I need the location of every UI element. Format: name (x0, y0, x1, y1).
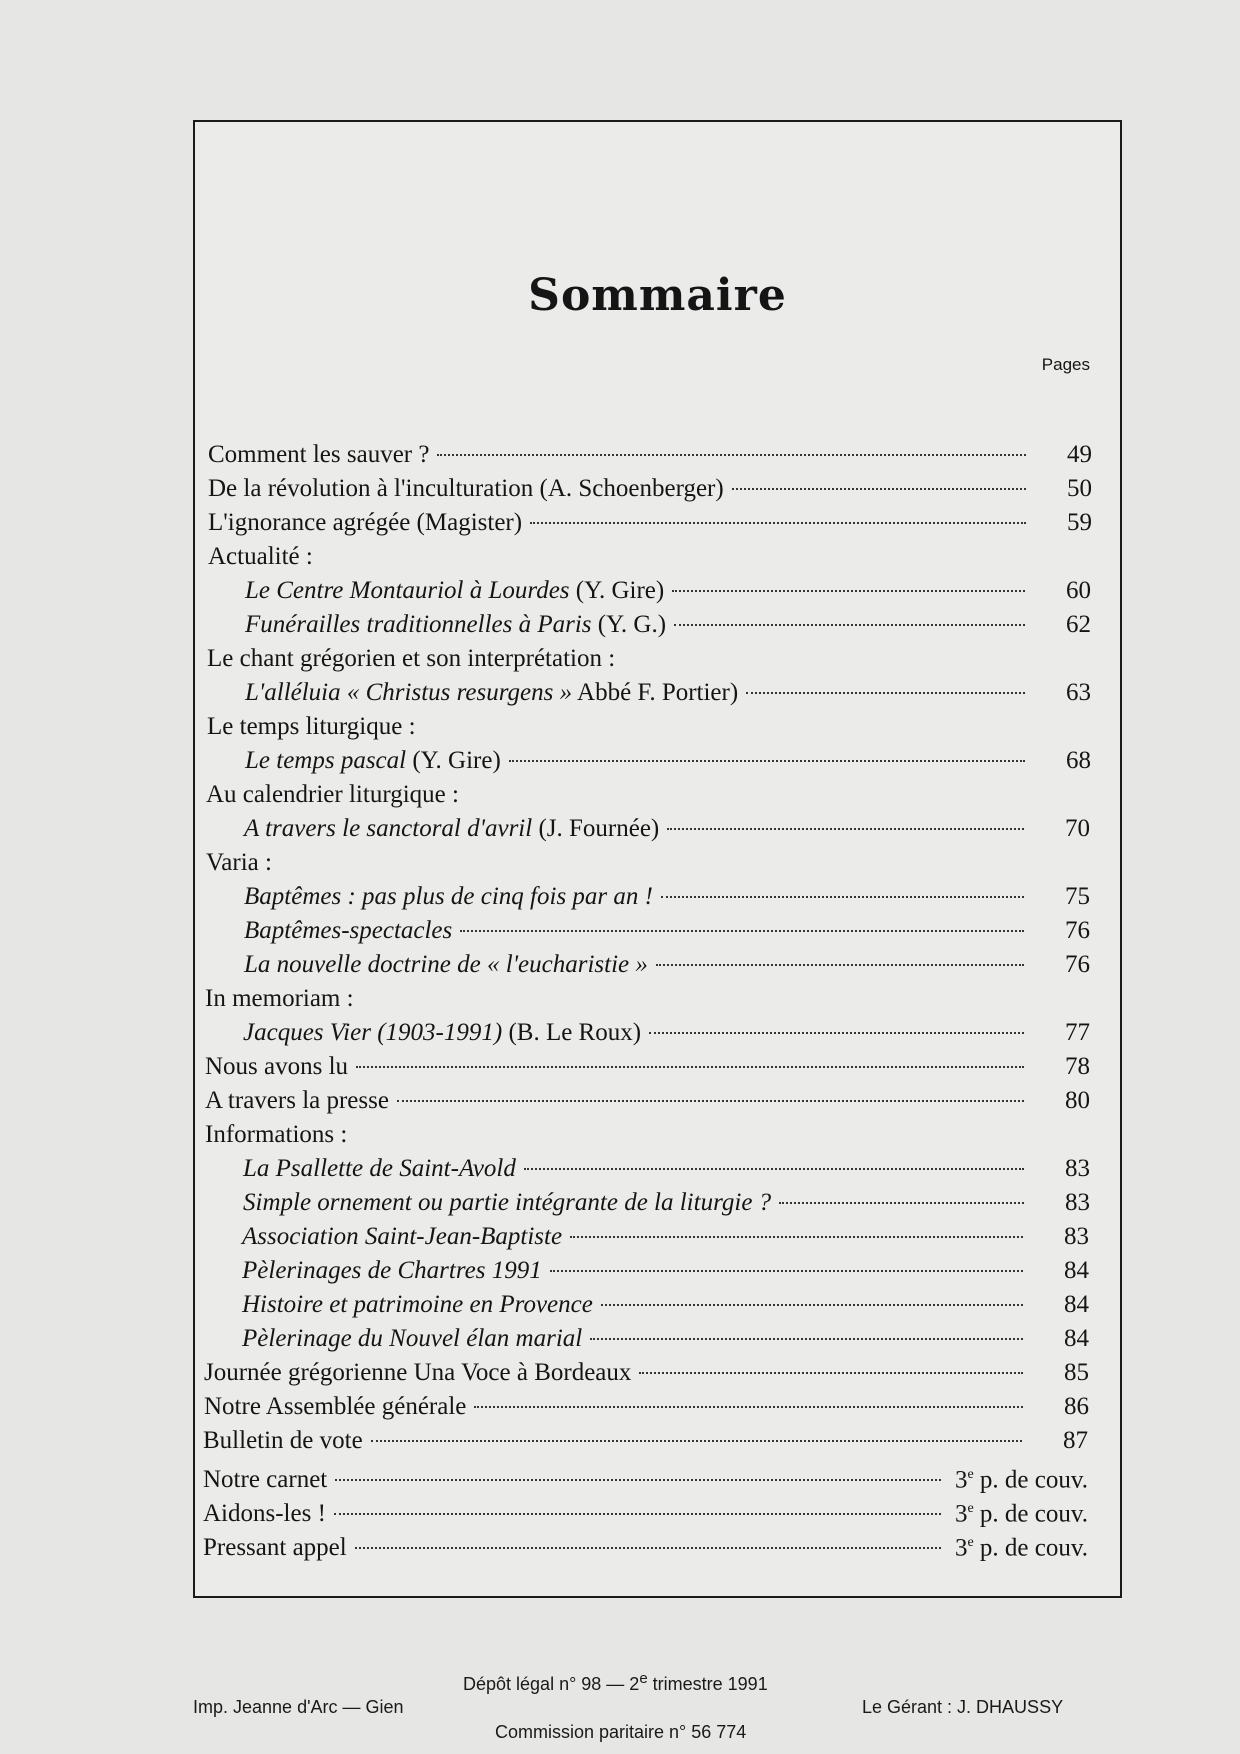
toc-entry-page: 59 (1067, 509, 1092, 536)
toc-entry (195, 982, 1120, 1016)
toc-entry-title-text: Comment les sauver ? (208, 441, 430, 468)
toc-entry (195, 1254, 1120, 1288)
toc-entry (195, 744, 1120, 778)
toc-entry (195, 812, 1120, 846)
toc-entry-title (242, 1254, 542, 1288)
dot-leader (509, 760, 1025, 762)
toc-entry (195, 1356, 1120, 1390)
toc-entry-title (205, 982, 354, 1016)
toc-entry-page: 50 (1067, 475, 1092, 502)
toc-entry-page: 3e p. de couv. (954, 1534, 1088, 1562)
toc-entry-title-text: (J. Fournée) (532, 815, 660, 842)
toc-entry-title-italic: Baptêmes-spectacles (244, 917, 453, 944)
toc-entry-title (244, 880, 653, 914)
toc-entry-page: 77 (1065, 1019, 1090, 1046)
toc-entry (195, 472, 1120, 506)
toc-entry-title-italic: Jacques Vier (1903-1991) (243, 1019, 503, 1046)
toc-entry-title-italic: Funérailles traditionnelles à Paris (245, 611, 592, 638)
toc-entry-page: 83 (1065, 1155, 1090, 1182)
toc-entry (195, 676, 1120, 710)
dot-leader (356, 1066, 1024, 1068)
depot-legal: Dépôt légal n° 98 — 2e trimestre 1991 (463, 1670, 768, 1694)
dot-leader (335, 1479, 941, 1481)
toc-entry (195, 1322, 1120, 1356)
toc-entry-title-text: A travers la presse (205, 1087, 389, 1114)
dot-leader (355, 1547, 941, 1549)
toc-entry-page: 80 (1065, 1087, 1090, 1114)
dot-leader (779, 1202, 1024, 1204)
dot-leader (524, 1168, 1024, 1170)
toc-entry-page: 84 (1064, 1257, 1089, 1284)
toc-entry-title-italic: Le Centre Montauriol à Lourdes (245, 577, 570, 604)
toc-entry-title-text: Pressant appel (203, 1534, 347, 1562)
toc-entry-title (245, 608, 666, 642)
toc-entry-title-text: Le temps liturgique : (207, 713, 416, 740)
toc-entry-title (204, 1390, 466, 1424)
dot-leader (460, 930, 1024, 932)
dot-leader (656, 964, 1024, 966)
toc-entry-title-italic: Histoire et patrimoine en Provence (242, 1291, 593, 1318)
toc-entry (195, 1458, 1120, 1492)
toc-entry-title-italic: Association Saint-Jean-Baptiste (242, 1223, 563, 1250)
toc-entry (195, 1288, 1120, 1322)
dot-leader (570, 1236, 1023, 1238)
toc-entry (195, 1152, 1120, 1186)
toc-entry-page: 62 (1066, 611, 1091, 638)
toc-entry-title-italic: Simple ornement ou partie intégrante de la liturgie ? (243, 1189, 772, 1216)
toc-entry-title-text: Bulletin de vote (203, 1427, 363, 1454)
toc-entry-page: 87 (1063, 1427, 1088, 1454)
toc-entry-title (206, 846, 272, 880)
toc-entry-page: 83 (1065, 1189, 1090, 1216)
dot-leader (672, 590, 1025, 592)
imprimeur: Imp. Jeanne d'Arc — Gien (193, 1697, 404, 1717)
table-of-contents (195, 438, 1120, 1560)
toc-entry-title-italic: L'alléluia « Christus resurgens » (245, 679, 573, 706)
toc-entry-title-italic: Baptêmes : pas plus de cinq fois par an ! (244, 883, 653, 910)
toc-entry-page: 85 (1064, 1359, 1089, 1386)
dot-leader (530, 522, 1026, 524)
toc-entry-title (242, 1220, 562, 1254)
toc-entry-title-text: Aidons-les ! (203, 1500, 326, 1528)
toc-entry-title (206, 778, 459, 812)
toc-entry-title-text: L'ignorance agrégée (Magister) (208, 509, 523, 536)
toc-entry (195, 1424, 1120, 1458)
toc-entry-title-text: (Y. Gire) (569, 577, 665, 604)
toc-entry (195, 1084, 1120, 1118)
toc-entry-title-text: Au calendrier liturgique : (206, 781, 459, 808)
toc-entry-title (244, 914, 452, 948)
gerant: Le Gérant : J. DHAUSSY (862, 1697, 1064, 1717)
toc-entry-title (208, 506, 522, 540)
toc-entry (195, 710, 1120, 744)
toc-entry-title (244, 812, 659, 846)
toc-entry-page: 63 (1066, 679, 1091, 706)
toc-entry-title (203, 1424, 363, 1458)
toc-entry-title (205, 1050, 348, 1084)
toc-entry-title (242, 1288, 593, 1322)
toc-entry (195, 608, 1120, 642)
page-title: Sommaire (528, 270, 787, 321)
dot-leader (334, 1513, 941, 1515)
toc-entry-title-text: Actualité : (208, 543, 313, 570)
toc-entry-title-text: De la révolution à l'inculturation (A. Schoenberger) (208, 475, 724, 502)
toc-entry-title-italic: La Psallette de Saint-Avold (243, 1155, 516, 1182)
dot-leader (601, 1304, 1023, 1306)
toc-entry-title-text: Informations : (205, 1121, 348, 1148)
toc-entry-title-italic: Le temps pascal (245, 747, 407, 774)
toc-entry (195, 438, 1120, 472)
toc-entry-title (242, 1322, 582, 1356)
toc-entry-title-text: Journée grégorienne Una Voce à Bordeaux (204, 1359, 632, 1386)
toc-entry-title-text: (Y. G.) (591, 611, 667, 638)
toc-entry (195, 778, 1120, 812)
toc-entry-title (208, 438, 429, 472)
toc-entry-title (245, 574, 664, 608)
toc-entry-title-italic: La nouvelle doctrine de « l'eucharistie » (244, 951, 648, 978)
toc-entry (195, 1050, 1120, 1084)
toc-entry-title-text: Abbé F. Portier) (572, 679, 739, 706)
dot-leader (732, 488, 1026, 490)
toc-entry (195, 1526, 1120, 1560)
toc-entry (195, 540, 1120, 574)
toc-entry-page: 75 (1065, 883, 1090, 910)
toc-entry-page: 49 (1067, 441, 1092, 468)
toc-entry-page: 60 (1066, 577, 1091, 604)
dot-leader (746, 692, 1025, 694)
toc-entry (195, 506, 1120, 540)
toc-entry-page: 84 (1064, 1325, 1089, 1352)
toc-entry-page: 3e p. de couv. (954, 1466, 1088, 1494)
toc-entry (195, 642, 1120, 676)
toc-entry-title (243, 1152, 516, 1186)
pages-column-label: Pages (1041, 355, 1090, 374)
toc-entry-page: 70 (1065, 815, 1090, 842)
toc-entry-title-text: Notre Assemblée générale (204, 1393, 467, 1420)
dot-leader (639, 1372, 1023, 1374)
toc-entry (195, 1186, 1120, 1220)
toc-entry-page: 83 (1064, 1223, 1089, 1250)
toc-entry-page: 76 (1065, 917, 1090, 944)
toc-entry-title-text: Le chant grégorien et son interprétation : (207, 645, 616, 672)
toc-entry-page: 86 (1064, 1393, 1089, 1420)
toc-entry-title-text: (B. Le Roux) (502, 1019, 642, 1046)
summary-frame (193, 120, 1122, 1598)
toc-entry (195, 1016, 1120, 1050)
toc-entry-page: 3e p. de couv. (954, 1500, 1088, 1528)
dot-leader (667, 828, 1024, 830)
toc-entry-title (243, 1186, 771, 1220)
toc-entry-title (205, 1118, 347, 1152)
toc-entry (195, 1390, 1120, 1424)
toc-entry-title (208, 472, 724, 506)
toc-entry-title (243, 1016, 641, 1050)
toc-entry (195, 948, 1120, 982)
toc-entry-title (208, 540, 313, 574)
toc-entry-title-text: Varia : (206, 849, 272, 876)
toc-entry-page: 76 (1065, 951, 1090, 978)
dot-leader (397, 1100, 1024, 1102)
toc-entry-title (203, 1531, 347, 1565)
toc-entry-title-text: Nous avons lu (205, 1053, 349, 1080)
toc-entry (195, 1220, 1120, 1254)
toc-entry-title-text: In memoriam : (205, 985, 354, 1012)
commission-paritaire: Commission paritaire n° 56 774 (495, 1722, 747, 1742)
toc-entry-title (245, 676, 738, 710)
toc-entry-page: 84 (1064, 1291, 1089, 1318)
toc-entry-title-italic: Pèlerinage du Nouvel élan marial (242, 1325, 583, 1352)
toc-entry-title-text: Notre carnet (203, 1466, 328, 1494)
dot-leader (550, 1270, 1023, 1272)
toc-entry (195, 846, 1120, 880)
dot-leader (674, 624, 1025, 626)
toc-entry (195, 1492, 1120, 1526)
dot-leader (661, 896, 1024, 898)
toc-entry-title (245, 744, 501, 778)
dot-leader (474, 1406, 1023, 1408)
toc-entry-page: 78 (1065, 1053, 1090, 1080)
toc-entry (195, 574, 1120, 608)
toc-entry-title-italic: A travers le sanctoral d'avril (244, 815, 533, 842)
toc-entry-title (204, 1356, 631, 1390)
dot-leader (437, 454, 1026, 456)
toc-entry-title (207, 710, 416, 744)
toc-entry-title (244, 948, 648, 982)
toc-entry-title (205, 1084, 389, 1118)
dot-leader (590, 1338, 1023, 1340)
toc-entry-title (207, 642, 615, 676)
toc-entry-title-text: (Y. Gire) (406, 747, 501, 774)
toc-entry-title-italic: Pèlerinages de Chartres 1991 (242, 1257, 542, 1284)
dot-leader (371, 1440, 1022, 1442)
toc-entry (195, 880, 1120, 914)
dot-leader (649, 1032, 1024, 1034)
toc-entry (195, 1118, 1120, 1152)
toc-entry (195, 914, 1120, 948)
toc-entry-page: 68 (1066, 747, 1091, 774)
